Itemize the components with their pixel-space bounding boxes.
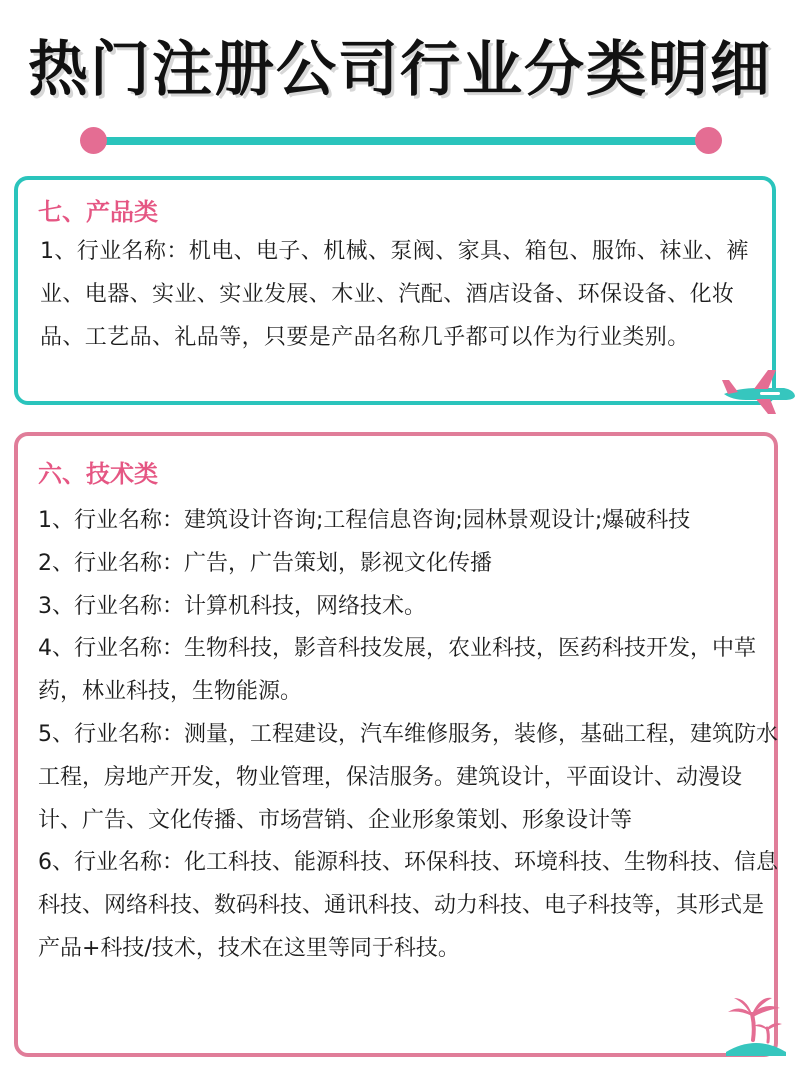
divider-dot-right	[695, 127, 722, 154]
section-heading: 七、产品类	[38, 198, 158, 226]
section-text: 1、行业名称：机电、电子、机械、泵阀、家具、箱包、服饰、袜业、裤业、电器、实业、实业发展、木业、汽配、酒店设备、环保设备、化妆品、工艺品、礼品等，只要是产品名称几乎都可以作为行业类别。	[40, 239, 749, 350]
technology-category-card	[14, 432, 778, 1057]
list-item: 5、行业名称：测量，工程建设，汽车维修服务，装修，基础工程，建筑防水工程，房地产开发，物业管理，保洁服务。建筑设计，平面设计、动漫设计、广告、文化传播、市场营销、企业形象策划、形象设计等	[38, 721, 778, 833]
list-item: 6、行业名称：化工科技、能源科技、环保科技、环境科技、生物科技、信息科技、网络科技、数码科技、通讯科技、动力科技、电子科技等，其形式是产品+科技/技术，技术在这里等同于科技。	[38, 850, 778, 961]
list-item: 1、行业名称：建筑设计咨询;工程信息咨询;园林景观设计;爆破科技	[38, 508, 691, 533]
list-item: 2、行业名称：广告，广告策划，影视文化传播	[38, 550, 492, 576]
palm-island-icon	[724, 994, 788, 1056]
section-heading: 六、技术类	[38, 460, 158, 488]
divider-dot-left	[80, 127, 107, 154]
page-title: 热门注册公司行业分类明细	[28, 35, 772, 105]
product-category-card	[14, 176, 776, 405]
technology-list	[38, 500, 778, 971]
title-divider	[102, 137, 706, 145]
list-item: 3、行业名称：计算机科技，网络技术。	[38, 593, 426, 619]
airplane-icon	[718, 366, 796, 416]
list-item: 4、行业名称：生物科技，影音科技发展，农业科技，医药科技开发，中草药，林业科技，生物能源。	[38, 636, 756, 705]
